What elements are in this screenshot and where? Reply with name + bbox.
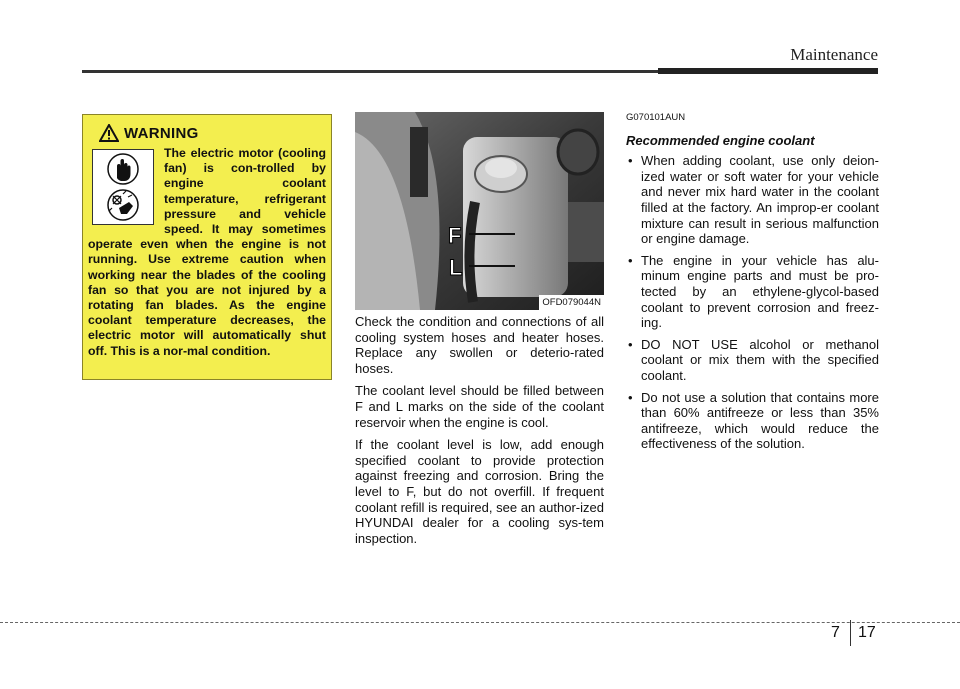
figure-code: OFD079044N — [539, 295, 604, 310]
fan-hand-injury-icon — [108, 190, 138, 220]
mark-l-label: L — [449, 255, 463, 280]
warning-header — [99, 124, 199, 142]
warning-title: WARNING — [124, 124, 199, 142]
warning-triangle-icon — [99, 124, 119, 142]
list-item: • Do not use a solution that contains more than 60% antifreeze or less than 35% antifreeze, which would reduce the effectiveness of the solution. — [626, 390, 879, 452]
hand-stop-icon — [108, 154, 138, 184]
header-rule-accent — [658, 68, 878, 74]
section-code: G070101AUN — [626, 112, 686, 123]
page-number: 17 — [858, 624, 876, 641]
paragraph-coolant-level: The coolant level should be filled between F and L marks on the side of the coolant reservoir when the engine is cool. — [355, 383, 604, 430]
list-item: • DO NOT USE alcohol or methanol coolant or mix them with the specified coolant. — [626, 337, 879, 384]
coolant-reservoir-photo — [355, 112, 604, 310]
right-column — [626, 110, 879, 458]
middle-column — [355, 314, 604, 553]
section-title: Maintenance — [790, 45, 878, 64]
chapter-number: 7 — [831, 624, 840, 641]
warning-box — [82, 114, 332, 380]
list-item: • When adding coolant, use only deion-ized water or soft water for your vehicle and never mix hard water in the coolant filled at the factory. An improp-er coolant mixture can result in serious malfunction or engine damage. — [626, 153, 879, 247]
coolant-bullet-list — [626, 153, 879, 452]
footer-rule — [0, 622, 960, 623]
paragraph-hoses: Check the condition and connections of all cooling system hoses and heater hoses. Replace any swollen or deterio-rated hoses. — [355, 314, 604, 376]
section-subtitle: Recommended engine coolant — [626, 132, 815, 148]
mark-f-label: F — [448, 223, 462, 248]
warning-body: The electric motor (cooling fan) is con-trolled by engine coolant temperature, refrigerant pressure and vehicle speed. It may sometimes operate even when the engine is not running. Use extreme caution when working near the blades of the cooling fan so that you are not injured by a rotating fan blades. As the engine coolant temperature decreases, the electric motor will automatically shut off. This is a nor-mal condition. — [88, 146, 326, 358]
warning-pictograms — [92, 149, 154, 225]
paragraph-coolant-low: If the coolant level is low, add enough specified coolant to provide protection against freezing and corrosion. Bring the level to F, but do not overfill. If frequent coolant refill is required, see an author-ized HYUNDAI dealer for a cooling sys-tem inspection. — [355, 437, 604, 546]
list-item: • The engine in your vehicle has alu-minum engine parts and must be pro-tected by an ethylene-glycol-based coolant to prevent corrosion and freez-ing. — [626, 253, 879, 331]
page-number-separator — [850, 620, 851, 646]
